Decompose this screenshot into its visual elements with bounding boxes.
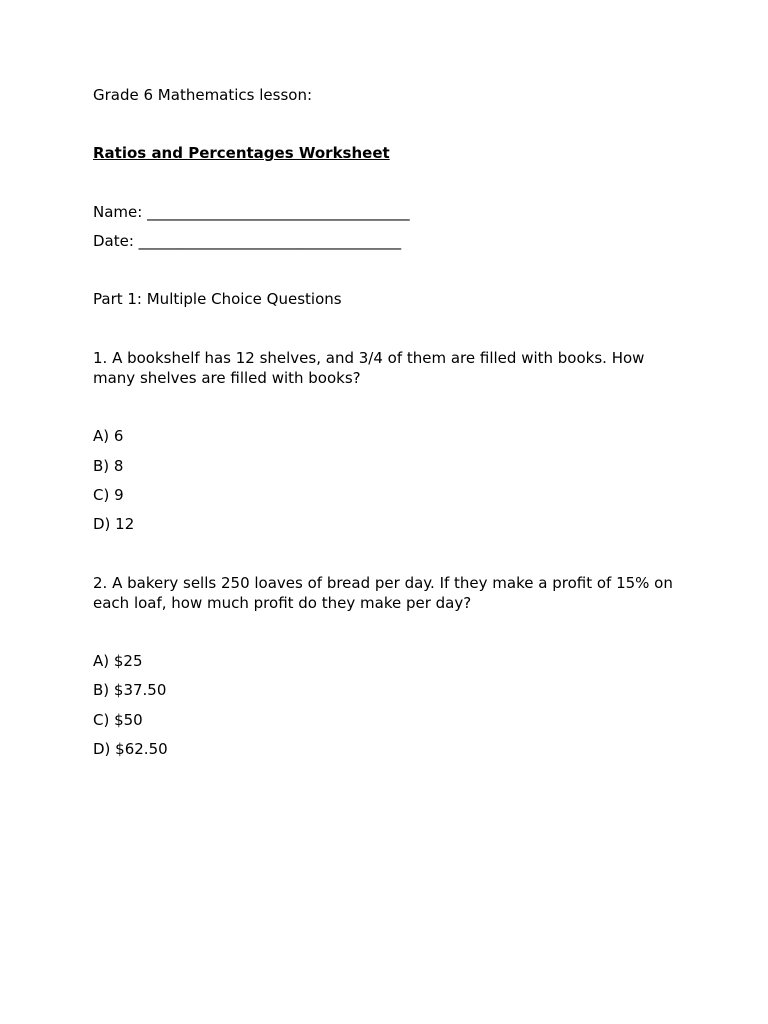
question-1-text: 1. A bookshelf has 12 shelves, and 3/4 of them are filled with books. How many shelves are filled with books? (93, 349, 650, 387)
question-2-text: 2. A bakery sells 250 loaves of bread per day. If they make a profit of 15% on each loaf, how much profit do they make per day? (93, 574, 678, 612)
question-2-option-b: B) $37.50 (93, 681, 167, 699)
date-field: Date: ___________________________________ (93, 232, 402, 250)
worksheet-title: Ratios and Percentages Worksheet (93, 144, 390, 162)
part-1-heading: Part 1: Multiple Choice Questions (93, 290, 342, 308)
lesson-heading: Grade 6 Mathematics lesson: (93, 86, 313, 104)
question-1-option-c: C) 9 (93, 486, 124, 504)
name-field: Name: ___________________________________ (93, 203, 410, 221)
question-1-option-d: D) 12 (93, 515, 135, 533)
question-2-option-d: D) $62.50 (93, 740, 168, 758)
question-2-option-a: A) $25 (93, 652, 143, 670)
question-1-option-b: B) 8 (93, 457, 124, 475)
question-2-option-c: C) $50 (93, 711, 143, 729)
question-1-option-a: A) 6 (93, 427, 124, 445)
